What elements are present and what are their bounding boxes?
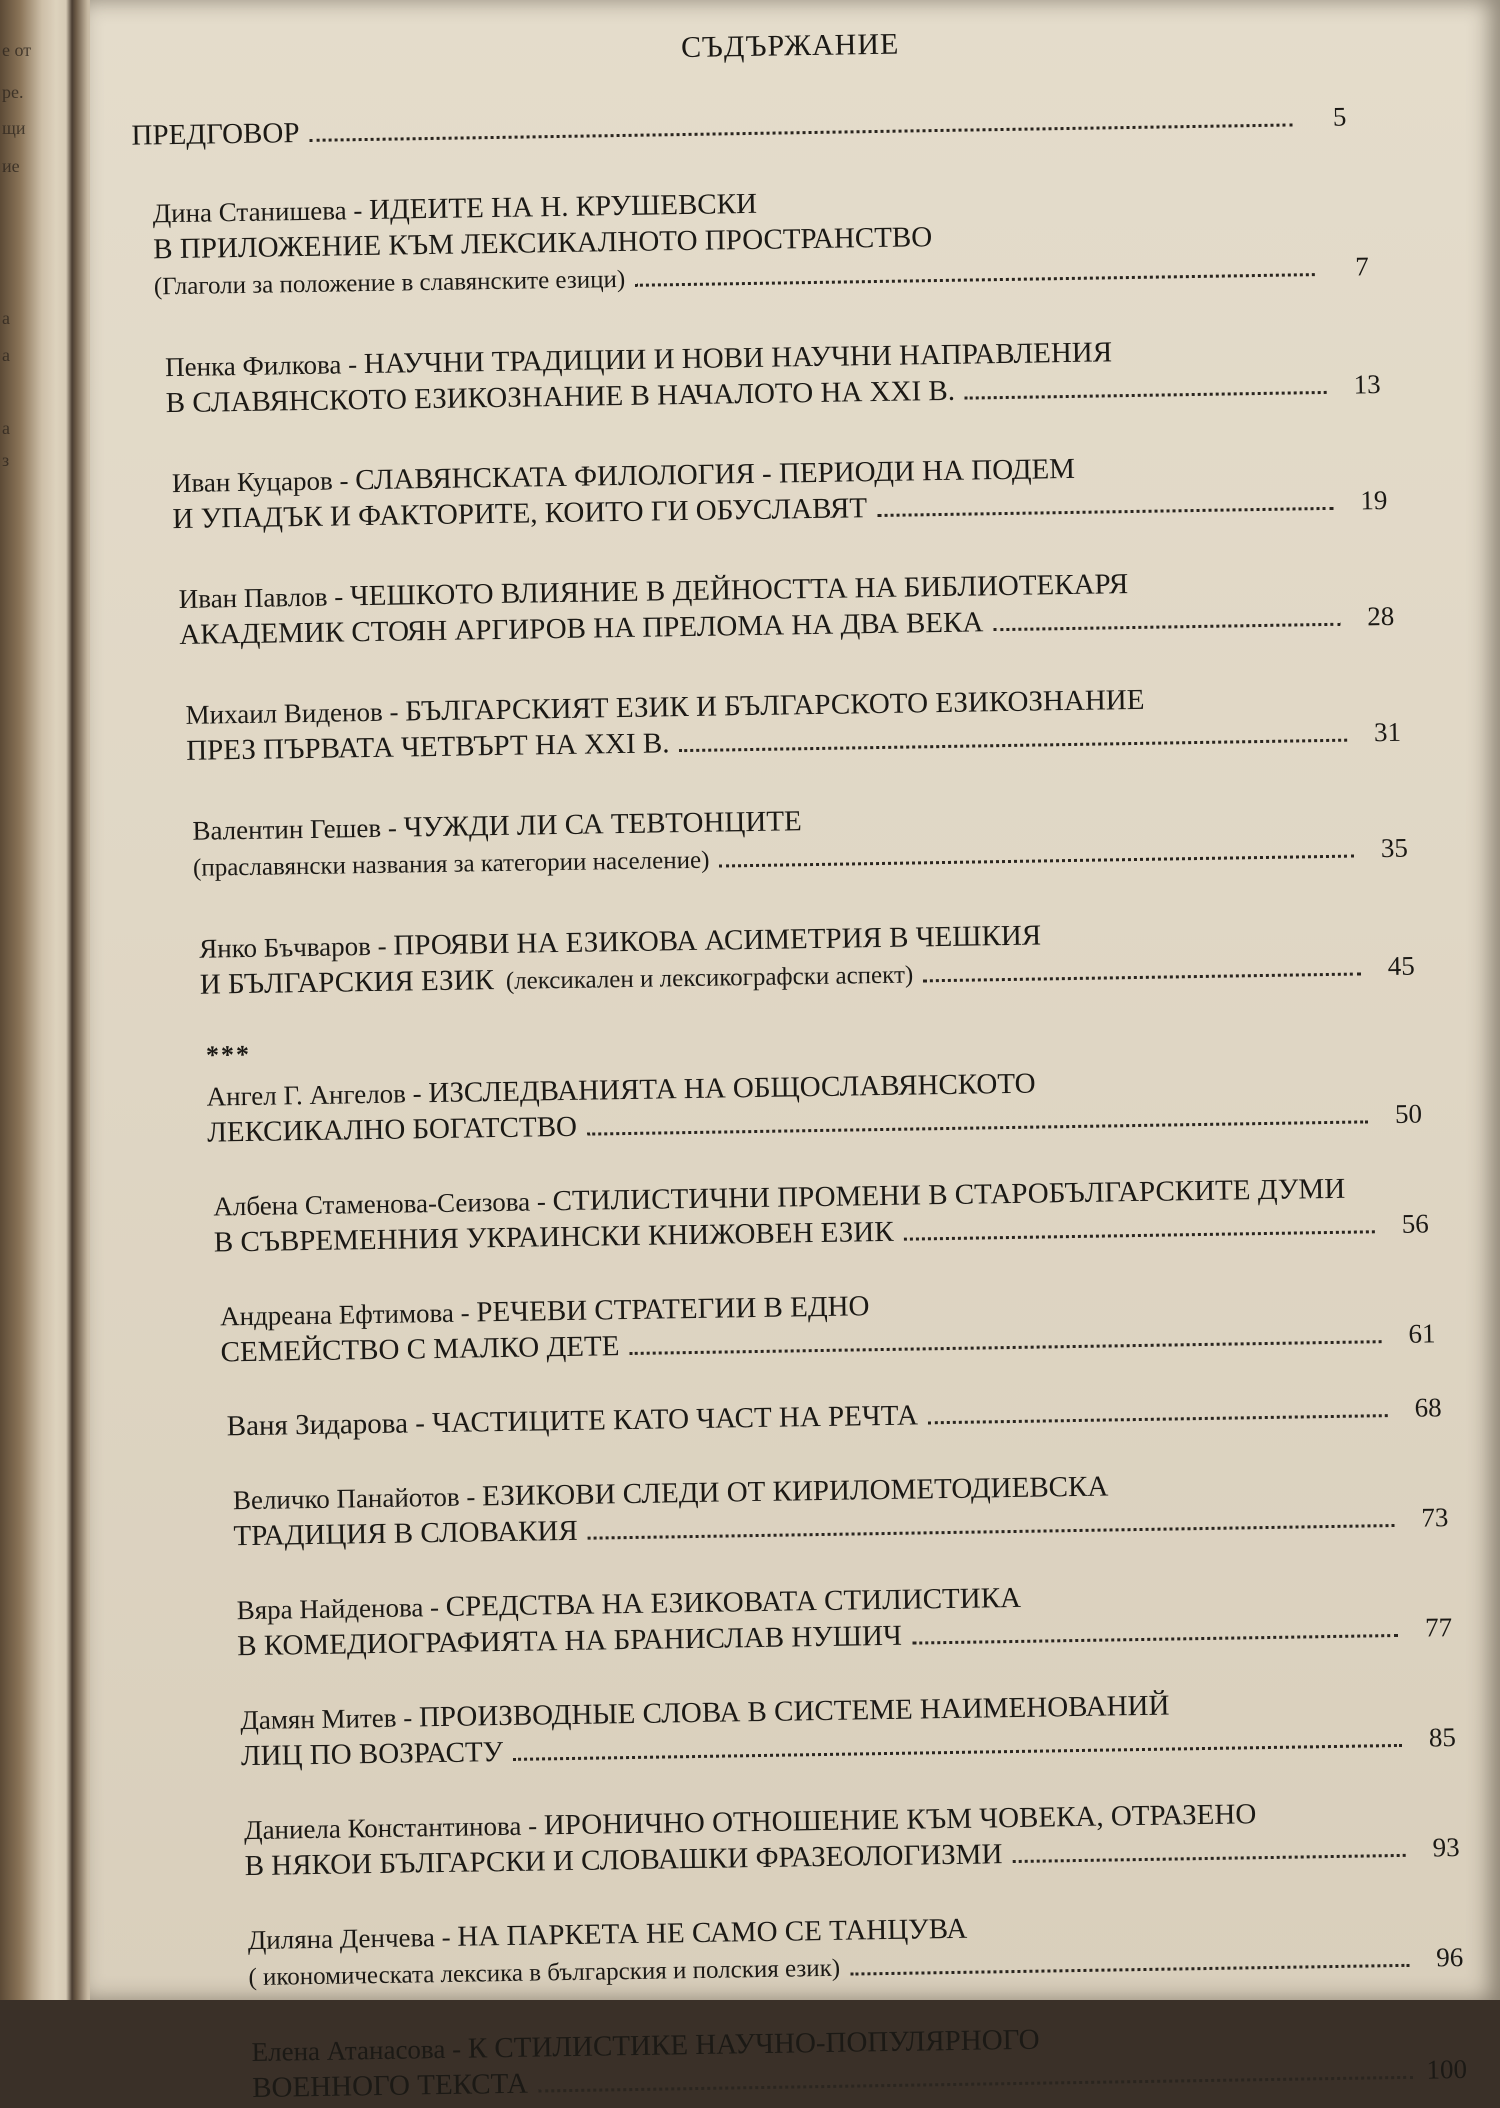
toc-entry: Иван Павлов - ЧЕШКОТО ВЛИЯНИЕ В ДЕЙНОСТТА НА БИБЛИОТЕКАРЯ АКАДЕМИК СТОЯН АРГИРОВ НА ПРЕЛОМА НА ДВА ВЕКА 28: [178, 568, 1395, 651]
toc-entry: Пенка Филкова - НАУЧНИ ТРАДИЦИИ И НОВИ НАУЧНИ НАПРАВЛЕНИЯ В СЛАВЯНСКОТО ЕЗИКОЗНАНИЕ В НАЧАЛОТО НА XXI В. 13: [164, 336, 1381, 420]
page-number: 77: [1424, 1612, 1453, 1643]
page-number: 7: [1354, 251, 1369, 282]
page-number: 93: [1432, 1832, 1460, 1863]
dot-leader: [635, 273, 1315, 287]
page-number: 19: [1360, 484, 1388, 516]
entry-title: ПРЕЗ ПЪРВАТА ЧЕТВЪРТ НА XXI В.: [185, 727, 670, 767]
page-number: 100: [1426, 2053, 1468, 2085]
entry-title: ЛИЦ ПО ВОЗРАСТУ: [240, 1736, 504, 1773]
toc-entry: Албена Стаменова-Сеизова - СТИЛИСТИЧНИ ПРОМЕНИ В СТАРОБЪЛГАРСКИТЕ ДУМИ В СЪВРЕМЕННИЯ УКРАИНСКИ КНИЖОВЕН ЕЗИК 56: [213, 1172, 1429, 1259]
dot-leader: [923, 972, 1361, 982]
page-number: 56: [1401, 1208, 1429, 1239]
entry-author: Янко Бъчваров: [199, 931, 372, 964]
dot-leader: [850, 1964, 1409, 1976]
dot-leader: [912, 1634, 1398, 1645]
toc-entry: Даниела Константинова - ИРОНИЧНО ОТНОШЕНИЕ КЪМ ЧОВЕКА, ОТРАЗЕНО В НЯКОИ БЪЛГАРСКИ И СЛОВАШКИ ФРАЗЕОЛОГИЗМИ 93: [243, 1798, 1460, 1883]
entry-title: ВОЕННОГО ТЕКСТА: [251, 2067, 529, 2105]
left-page-fragment: щи: [2, 118, 26, 138]
toc-entry: Дамян Митев - ПРОИЗВОДНЫЕ СЛОВА В СИСТЕМЕ НАИМЕНОВАНИЙ ЛИЦ ПО ВОЗРАСТУ 85: [240, 1689, 1457, 1773]
entry-author: Андреана Ефтимова: [219, 1297, 455, 1332]
toc-entry: Величко Панайотов - ЕЗИКОВИ СЛЕДИ ОТ КИРИЛОМЕТОДИЕВСКА ТРАДИЦИЯ В СЛОВАКИЯ 73: [232, 1470, 1449, 1553]
dot-leader: [965, 391, 1327, 400]
entry-title: В СЪВРЕМЕННИЯ УКРАИНСКИ КНИЖОВЕН ЕЗИК: [213, 1215, 894, 1259]
entry-title: ИРОНИЧНО ОТНОШЕНИЕ КЪМ ЧОВЕКА, ОТРАЗЕНО: [543, 1798, 1257, 1842]
page-number: 31: [1373, 716, 1402, 748]
left-page-fragment: а: [2, 345, 10, 365]
entry-title: ИДЕИТЕ НА Н. КРУШЕВСКИ: [368, 187, 758, 226]
entry-title: ЧЕШКОТО ВЛИЯНИЕ В ДЕЙНОСТТА НА БИБЛИОТЕКАРЯ: [349, 568, 1129, 613]
entry-author: Величко Панайотов: [232, 1481, 460, 1516]
entry-author: Ваня Зидарова: [226, 1407, 409, 1443]
entry-author: Пенка Филкова: [164, 349, 342, 383]
table-of-contents: [110, 20, 1468, 2108]
entry-subtitle: (праславянски названия за категории население): [192, 846, 710, 882]
toc-entry: Вяра Найденова - СРЕДСТВА НА ЕЗИКОВАТА СТИЛИСТИКА В КОМЕДИОГРАФИЯТА НА БРАНИСЛАВ НУШИЧ 77: [236, 1581, 1453, 1663]
entry-subtitle: (лексикален и лексикографски аспект): [505, 961, 914, 995]
left-page-fragment: а: [2, 308, 10, 328]
entry-title: ПРОИЗВОДНЫЕ СЛОВА В СИСТЕМЕ НАИМЕНОВАНИЙ: [418, 1689, 1170, 1734]
dot-leader: [513, 1744, 1402, 1761]
page-number: 13: [1353, 369, 1381, 400]
entry-title: АКАДЕМИК СТОЯН АРГИРОВ НА ПРЕЛОМА НА ДВА ВЕКА: [179, 606, 984, 651]
entry-title: ТРАДИЦИЯ В СЛОВАКИЯ: [233, 1514, 578, 1553]
dot-leader: [993, 623, 1340, 631]
entry-author: Михаил Виденов: [185, 696, 383, 730]
entry-author: Албена Стаменова-Сеизова: [213, 1186, 531, 1222]
entry-title: В КОМЕДИОГРАФИЯТА НА БРАНИСЛАВ НУШИЧ: [236, 1619, 903, 1663]
left-page-fragment: е от: [2, 40, 32, 60]
entry-title: РЕЧЕВИ СТРАТЕГИИ В ЕДНО: [476, 1290, 870, 1329]
entry-title: ЧАСТИЦИТЕ КАТО ЧАСТ НА РЕЧТА: [431, 1399, 919, 1440]
dot-leader: [680, 739, 1348, 752]
left-page-fragment: ие: [2, 156, 20, 176]
toc-entry-preface: [131, 99, 1346, 154]
toc-entry: Андреана Ефтимова - РЕЧЕВИ СТРАТЕГИИ В ЕДНО СЕМЕЙСТВО С МАЛКО ДЕТЕ 61: [219, 1290, 1436, 1369]
dot-leader: [928, 1414, 1388, 1424]
toc-entry: Ваня Зидарова - ЧАСТИЦИТЕ КАТО ЧАСТ НА РЕЧТА 68: [227, 1389, 1442, 1444]
entry-title: БЪЛГАРСКИЯТ ЕЗИК И БЪЛГАРСКОТО ЕЗИКОЗНАНИЕ: [404, 683, 1145, 728]
left-page-edge: [0, 0, 48, 2000]
page-number: 35: [1380, 832, 1409, 864]
entry-title: ПРОЯВИ НА ЕЗИКОВА АСИМЕТРИЯ В ЧЕШКИЯ: [393, 919, 1042, 962]
entry-title: НАУЧНИ ТРАДИЦИИ И НОВИ НАУЧНИ НАПРАВЛЕНИЯ: [363, 336, 1113, 381]
page-title: СЪДЪРЖАНИЕ: [680, 27, 900, 65]
page-number: 68: [1414, 1392, 1442, 1423]
entry-title: СРЕДСТВА НА ЕЗИКОВАТА СТИЛИСТИКА: [445, 1581, 1022, 1623]
entry-title: ЧУЖДИ ЛИ СА ТЕВТОНЦИТЕ: [403, 805, 802, 844]
dot-leader: [877, 507, 1333, 517]
book-page: [90, 0, 1500, 2105]
toc-entry: Янко Бъчваров - ПРОЯВИ НА ЕЗИКОВА АСИМЕТРИЯ В ЧЕШКИЯ И БЪЛГАРСКИЯ ЕЗИК (лексикален и лексикографски аспект) 45: [199, 919, 1415, 1001]
page-number: 61: [1408, 1318, 1436, 1349]
dot-leader: [588, 1524, 1395, 1540]
toc-entry: Елена Атанасова - К СТИЛИСТИКЕ НАУЧНО-ПОПУЛЯРНОГО ВОЕННОГО ТЕКСТА 100: [251, 2023, 1468, 2105]
entry-subtitle: (Глаголи за положение в славянските езици): [153, 265, 626, 301]
toc-entry: Михаил Виденов - БЪЛГАРСКИЯТ ЕЗИК И БЪЛГАРСКОТО ЕЗИКОЗНАНИЕ ПРЕЗ ПЪРВАТА ЧЕТВЪРТ НА XXI В. 31: [185, 683, 1402, 767]
left-page-fragment: а: [2, 418, 10, 438]
toc-entry: Иван Куцаров - СЛАВЯНСКАТА ФИЛОЛОГИЯ - ПЕРИОДИ НА ПОДЕМ И УПАДЪК И ФАКТОРИТЕ, КОИТО ГИ ОБУСЛАВЯТ 19: [171, 452, 1388, 536]
entry-title: В ПРИЛОЖЕНИЕ КЪМ ЛЕКСИКАЛНОТО ПРОСТРАНСТВО: [153, 221, 933, 266]
dot-leader: [630, 1340, 1382, 1355]
dot-leader: [719, 855, 1354, 868]
page-number: 85: [1428, 1722, 1457, 1753]
toc-entry: Диляна Денчева - НА ПАРКЕТА НЕ САМО СЕ ТАНЦУВА ( икономическата лексика в българския и полския език) 96: [248, 1903, 1464, 1996]
entry-author: Даниела Константинова: [243, 1810, 522, 1846]
page-number: 5: [1332, 101, 1347, 132]
entry-title: ПРЕДГОВОР: [131, 117, 300, 152]
section-separator: ***: [205, 1039, 252, 1070]
page-number: 28: [1366, 600, 1395, 632]
entry-title: В НЯКОИ БЪЛГАРСКИ И СЛОВАШКИ ФРАЗЕОЛОГИЗМИ: [244, 1838, 1003, 1883]
entry-author: Дамян Митев: [240, 1702, 397, 1736]
entry-title: ЛЕКСИКАЛНО БОГАТСТВО: [206, 1110, 578, 1149]
toc-entry: Валентин Гешев - ЧУЖДИ ЛИ СА ТЕВТОНЦИТЕ (праславянски названия за категории население) 35: [192, 794, 1408, 887]
toc-entry: Дина Станишева - ИДЕИТЕ НА Н. КРУШЕВСКИ В ПРИЛОЖЕНИЕ КЪМ ЛЕКСИКАЛНОТО ПРОСТРАНСТВО (Глаголи за положение в славянските езици) 7: [152, 176, 1369, 305]
page-number: 50: [1394, 1098, 1423, 1129]
dot-leader: [587, 1120, 1368, 1135]
entry-author: Валентин Гешев: [192, 812, 382, 846]
entry-title: СЕМЕЙСТВО С МАЛКО ДЕТЕ: [220, 1330, 620, 1369]
dot-leader: [538, 2076, 1413, 2093]
entry-title: И УПАДЪК И ФАКТОРИТЕ, КОИТО ГИ ОБУСЛАВЯТ: [172, 492, 868, 536]
entry-author: Дина Станишева: [152, 195, 347, 229]
entry-title: К СТИЛИСТИКЕ НАУЧНО-ПОПУЛЯРНОГО: [467, 2023, 1040, 2065]
dot-leader: [310, 123, 1293, 141]
entry-author: Иван Куцаров: [171, 465, 333, 499]
left-page-fragment: з: [2, 450, 10, 470]
entry-subtitle: ( икономическата лексика в българския и полския език): [248, 1954, 841, 1992]
entry-title: ИЗСЛЕДВАНИЯТА НА ОБЩОСЛАВЯНСКОТО: [428, 1067, 1036, 1110]
entry-author: Вяра Найденова: [236, 1592, 424, 1626]
entry-title: СЛАВЯНСКАТА ФИЛОЛОГИЯ - ПЕРИОДИ НА ПОДЕМ: [354, 452, 1076, 497]
entry-author: Ангел Г. Ангелов: [206, 1078, 407, 1112]
entry-title: СТИЛИСТИЧНИ ПРОМЕНИ В СТАРОБЪЛГАРСКИТЕ ДУМИ: [552, 1172, 1346, 1218]
entry-title: И БЪЛГАРСКИЯ ЕЗИК: [199, 964, 495, 1001]
dot-leader: [904, 1230, 1375, 1240]
toc-entry: Ангел Г. Ангелов - ИЗСЛЕДВАНИЯТА НА ОБЩОСЛАВЯНСКОТО ЛЕКСИКАЛНО БОГАТСТВО 50: [206, 1067, 1423, 1149]
entry-title: В СЛАВЯНСКОТО ЕЗИКОЗНАНИЕ В НАЧАЛОТО НА XXI В.: [165, 374, 956, 420]
page-number: 45: [1387, 950, 1415, 982]
entry-author: Иван Павлов: [178, 581, 328, 614]
page-number: 73: [1421, 1502, 1449, 1533]
left-page-fragment: ре.: [2, 82, 24, 102]
page-number: 96: [1436, 1941, 1464, 1973]
dot-leader: [1012, 1854, 1405, 1863]
entry-author: Елена Атанасова: [251, 2033, 446, 2068]
entry-author: Диляна Денчева: [247, 1922, 436, 1956]
entry-title: ЕЗИКОВИ СЛЕДИ ОТ КИРИЛОМЕТОДИЕВСКА: [481, 1470, 1109, 1513]
entry-title: НА ПАРКЕТА НЕ САМО СЕ ТАНЦУВА: [457, 1912, 968, 1953]
